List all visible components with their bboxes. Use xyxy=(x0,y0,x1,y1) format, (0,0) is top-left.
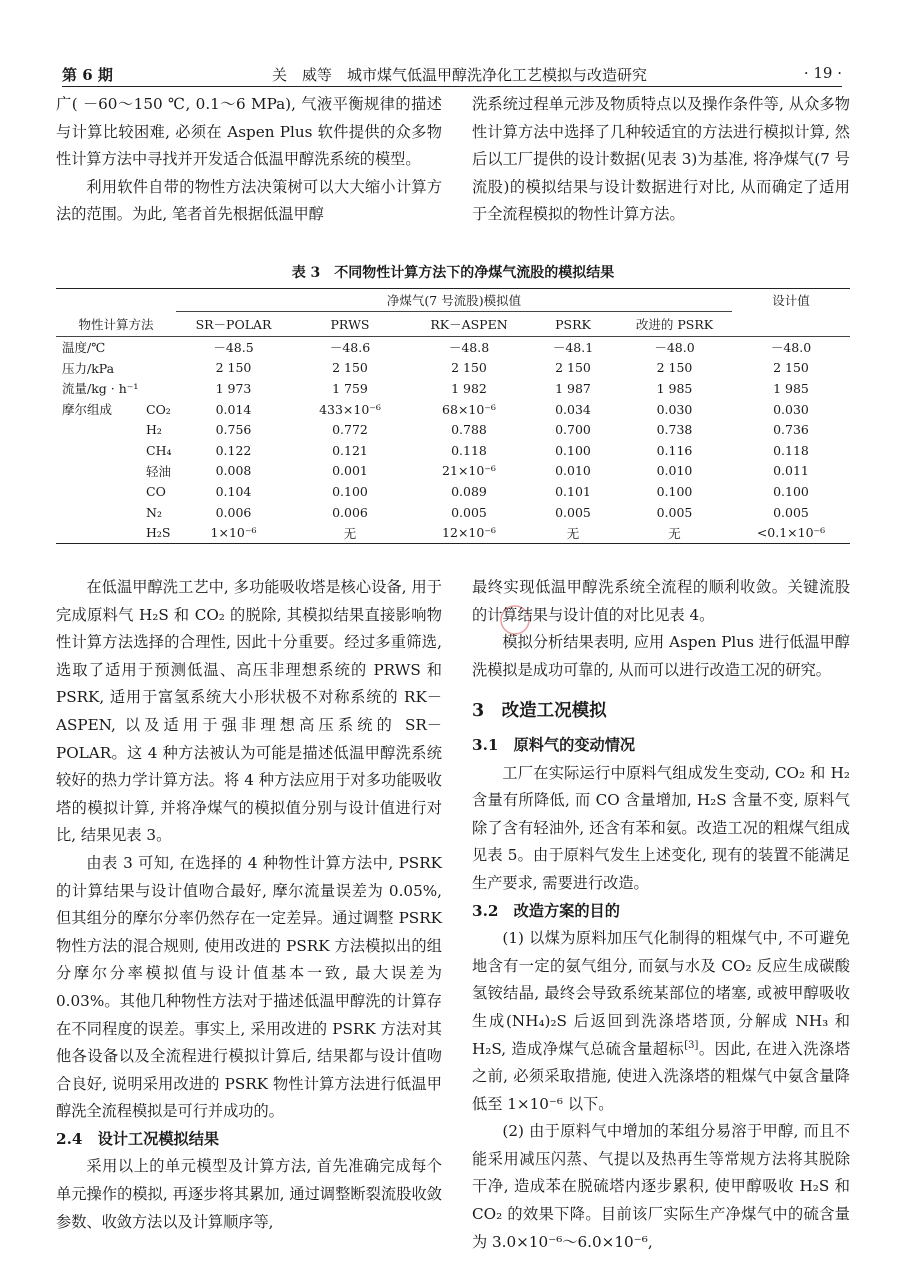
row-label: 压力/kPa xyxy=(62,360,115,376)
design-blank xyxy=(732,312,850,337)
table-cell: －48.1 xyxy=(552,340,594,356)
table-cell: 0.030 xyxy=(656,401,693,417)
header-blank xyxy=(56,289,176,312)
table-cell: 0.104 xyxy=(215,483,252,499)
table-cell: 0.001 xyxy=(332,463,368,479)
table-row xyxy=(56,502,850,523)
paragraph xyxy=(472,925,850,1118)
method-header: PRWS xyxy=(291,312,409,337)
table-cell: 1 982 xyxy=(451,380,487,396)
table-cell: 0.116 xyxy=(656,442,693,458)
row-label xyxy=(56,481,126,502)
paragraph: 洗系统过程单元涉及物质特点以及操作条件等, 从众多物性计算方法中选择了几种较适宜的方法进行模拟计算, 然后以工厂提供的设计数据(见表 3)为基准, 将净煤气(7 号流股)的模拟结果与设计数据进行对比, 从而确定了适用于全流程模拟的物性计算方法。 xyxy=(472,95,850,224)
paragraph-text: 。因此, 在进入洗涤塔之前, 必须采取措施, 使进入洗涤塔的粗煤气中氨含量降低至 1×10⁻⁶ 以下。 xyxy=(472,1039,851,1113)
table-cell: 0.700 xyxy=(555,422,591,438)
table-cell: 0.005 xyxy=(656,504,693,520)
component-label: 轻油 xyxy=(146,463,172,479)
row-label xyxy=(56,522,126,543)
table-cell: 0.010 xyxy=(656,463,693,479)
table-cell: 0.100 xyxy=(656,483,693,499)
table-cell: 0.011 xyxy=(773,463,809,479)
table-cell: <0.1×10⁻⁶ xyxy=(732,522,850,543)
table-cell: 0.005 xyxy=(451,504,487,520)
component-label: CO xyxy=(146,483,166,499)
table-row xyxy=(56,461,850,482)
table-cell: 0.100 xyxy=(555,442,591,458)
row-label xyxy=(56,461,126,482)
row-label: 摩尔组成 xyxy=(62,402,113,418)
table-row xyxy=(56,337,850,358)
table-cell: 0.788 xyxy=(451,422,487,438)
table-row xyxy=(56,522,850,543)
method-header: 物性计算方法 xyxy=(56,312,176,337)
table-cell: 0.010 xyxy=(555,463,591,479)
bottom-left-column xyxy=(56,574,442,1236)
running-header xyxy=(62,62,842,87)
table-cell: 无 xyxy=(291,522,409,543)
table-cell: 0.005 xyxy=(773,504,809,520)
simulated-group-header: 净煤气(7 号流股)模拟值 xyxy=(176,289,732,312)
table-cell: 0.005 xyxy=(555,504,591,520)
section-heading-3: 3 改造工况模拟 xyxy=(472,701,607,722)
paragraph: 由表 3 可知, 在选择的 4 种物性计算方法中, PSRK 的计算结果与设计值吻合最好, 摩尔流量误差为 0.05%, 但其组分的摩尔分率仍然存在一定差异。通过调整 PSRK 物性方法的混合规则, 使用改进的 PSRK 方法模拟出的组分摩尔分率模拟值与设计值基本一致, 最大误差为 0.03%。其他几种物性方法对于描述低温甲醇洗的计算存在不同程度的误差。事实上, 采用改进的 PSRK 方法对其他各设备以及全流程进行模拟计算后, 结果都与设计值吻合良好, 说明采用改进的 PSRK 物性计算方法进行低温甲醇洗全流程模拟是可行并成功的。 xyxy=(56,853,442,1121)
method-header: 改进的 PSRK xyxy=(617,312,732,337)
table-cell: 0.089 xyxy=(451,483,487,499)
table-cell: 12×10⁻⁶ xyxy=(409,522,529,543)
table-row xyxy=(56,419,850,440)
table-cell: －48.8 xyxy=(448,340,490,356)
table-cell: 0.101 xyxy=(555,483,591,499)
table-cell: 0.118 xyxy=(451,442,487,458)
table-cell: －48.0 xyxy=(770,340,812,356)
table-cell: 21×10⁻⁶ xyxy=(442,463,496,479)
bottom-right-column xyxy=(472,574,850,1256)
table-cell: 0.030 xyxy=(773,401,809,417)
table-row xyxy=(56,378,850,399)
paragraph: 模拟分析结果表明, 应用 Aspen Plus 进行低温甲醇洗模拟是成功可靠的, 从而可以进行改造工况的研究。 xyxy=(472,633,850,679)
table-row xyxy=(56,358,850,379)
table-cell: 0.121 xyxy=(332,442,368,458)
section-heading-3-2: 3.2 改造方案的目的 xyxy=(472,901,620,920)
table-cell: 1 973 xyxy=(215,380,252,396)
paragraph-text: (1) 以煤为原料加压气化制得的粗煤气中, 不可避免地含有一定的氨气组分, 而氨与水及 CO₂ 反应生成碳酸氢铵结晶, 最终会导致系统某部位的堵塞, 或被甲醇吸收生成(NH₄)₂S 后返回到洗涤塔塔顶, 分解成 NH₃ 和 H₂S, 造成净煤气总硫含量超标 xyxy=(472,929,850,1058)
component-label: H₂S xyxy=(126,522,176,543)
row-label: 流量/kg · h⁻¹ xyxy=(62,381,139,397)
table-cell: 0.100 xyxy=(332,483,368,499)
table-cell: 2 150 xyxy=(451,360,487,376)
table-cell: 0.006 xyxy=(332,504,368,520)
section-heading-3-1: 3.1 原料气的变动情况 xyxy=(472,735,636,754)
table-cell: 1 985 xyxy=(656,380,693,396)
row-label xyxy=(56,440,126,461)
table-cell: 1×10⁻⁶ xyxy=(176,522,291,543)
table-cell: 0.100 xyxy=(773,483,809,499)
table-cell: 无 xyxy=(617,522,732,543)
table-cell: －48.6 xyxy=(329,340,371,356)
table-cell: 2 150 xyxy=(555,360,591,376)
paragraph: 最终实现低温甲醇洗系统全流程的顺利收敛。关键流股的计算结果与设计值的对比见表 4。 xyxy=(472,578,850,624)
citation-ref[interactable]: [3] xyxy=(684,1039,699,1051)
table-cell: 2 150 xyxy=(773,360,809,376)
table-cell: 0.756 xyxy=(215,422,252,438)
design-header: 设计值 xyxy=(732,289,850,312)
table-cell: 2 150 xyxy=(215,360,252,376)
table-cell: 0.118 xyxy=(773,442,809,458)
issue-number: 第 6 期 xyxy=(62,66,113,84)
paragraph: 采用以上的单元模型及计算方法, 首先准确完成每个单元操作的模拟, 再逐步将其累加, 通过调整断裂流股收敛参数、收敛方法以及计算顺序等, xyxy=(56,1157,442,1231)
component-label: CO₂ xyxy=(146,401,171,417)
row-label xyxy=(56,502,126,523)
table-cell: 0.034 xyxy=(555,401,591,417)
table-cell: 0.772 xyxy=(332,422,368,438)
table-cell: 1 759 xyxy=(332,380,368,396)
table-cell: 0.006 xyxy=(215,504,252,520)
paragraph: 广( －60～150 ℃, 0.1～6 MPa), 气液平衡规律的描述与计算比较困难, 必须在 Aspen Plus 软件提供的众多物性计算方法中寻找并开发适合低温甲醇洗系统的模型。 xyxy=(56,95,442,169)
table-cell: 2 150 xyxy=(656,360,693,376)
table-cell: 0.736 xyxy=(773,422,809,438)
table-cell: －48.5 xyxy=(213,340,254,356)
table-cell: 2 150 xyxy=(332,360,368,376)
results-table xyxy=(56,288,850,544)
component-label: CH₄ xyxy=(146,442,172,458)
section-heading-2-4: 2.4 设计工况模拟结果 xyxy=(56,1129,220,1148)
table-cell: 无 xyxy=(529,522,617,543)
row-label xyxy=(56,419,126,440)
component-label: H₂ xyxy=(146,422,162,438)
top-left-column xyxy=(56,91,442,229)
paragraph: 利用软件自带的物性方法决策树可以大大缩小计算方法的范围。为此, 笔者首先根据低温甲醇 xyxy=(56,177,442,224)
top-right-column xyxy=(472,91,850,229)
table-row xyxy=(56,399,850,420)
table-cell: 433×10⁻⁶ xyxy=(319,401,381,417)
paragraph: (2) 由于原料气中增加的苯组分易溶于甲醇, 而且不能采用减压闪蒸、气提以及热再生等常规方法将其脱除干净, 造成苯在脱硫塔内逐步累积, 使甲醇吸收 H₂S 和 CO₂ 的效果下降。目前该厂实际生产净煤气中的硫含量为 3.0×10⁻⁶～6.0×10⁻⁶, xyxy=(472,1122,850,1251)
paragraph: 在低温甲醇洗工艺中, 多功能吸收塔是核心设备, 用于完成原料气 H₂S 和 CO₂ 的脱除, 其模拟结果直接影响物性计算方法选择的合理性, 因此十分重要。经过多重筛选, 选取了适用于预测低温、高压非理想系统的 PRWS 和 PSRK, 适用于富氢系统大小形状极不对称系统的 RK－ASPEN, 以及适用于强非理想高压系统的 SR－POLAR。这 4 种方法被认为可能是描述低温甲醇洗系统较好的热力学计算方法。将 4 种方法应用于对多功能吸收塔的模拟计算, 并将净煤气的模拟值分别与设计值进行对比, 结果见表 3。 xyxy=(56,578,442,845)
table-cell: 0.738 xyxy=(656,422,693,438)
page-number: · 19 · xyxy=(803,64,842,82)
row-label: 温度/℃ xyxy=(62,340,106,356)
table-cell: 1 985 xyxy=(773,380,809,396)
table-cell: 68×10⁻⁶ xyxy=(442,401,496,417)
table-cell: 0.008 xyxy=(215,463,252,479)
table-cell: －48.0 xyxy=(654,340,695,356)
method-header: PSRK xyxy=(529,312,617,337)
table-row xyxy=(56,440,850,461)
running-title: 关 威等 城市煤气低温甲醇洗净化工艺模拟与改造研究 xyxy=(272,66,648,84)
table-cell: 0.122 xyxy=(215,442,252,458)
method-header: SR－POLAR xyxy=(176,312,291,337)
method-header: RK－ASPEN xyxy=(409,312,529,337)
paragraph: 工厂在实际运行中原料气组成发生变动, CO₂ 和 H₂ 含量有所降低, 而 CO 含量增加, H₂S 含量不变, 原料气除了含有轻油外, 还含有苯和氨。改造工况的粗煤气组成见表 5。由于原料气发生上述变化, 现有的装置不能满足生产要求, 需要进行改造。 xyxy=(472,763,850,892)
table-caption: 表 3 不同物性计算方法下的净煤气流股的模拟结果 xyxy=(291,265,615,281)
table-cell: 1 987 xyxy=(555,380,591,396)
table-cell: 0.014 xyxy=(215,401,252,417)
component-label: N₂ xyxy=(146,504,162,520)
table-row xyxy=(56,481,850,502)
